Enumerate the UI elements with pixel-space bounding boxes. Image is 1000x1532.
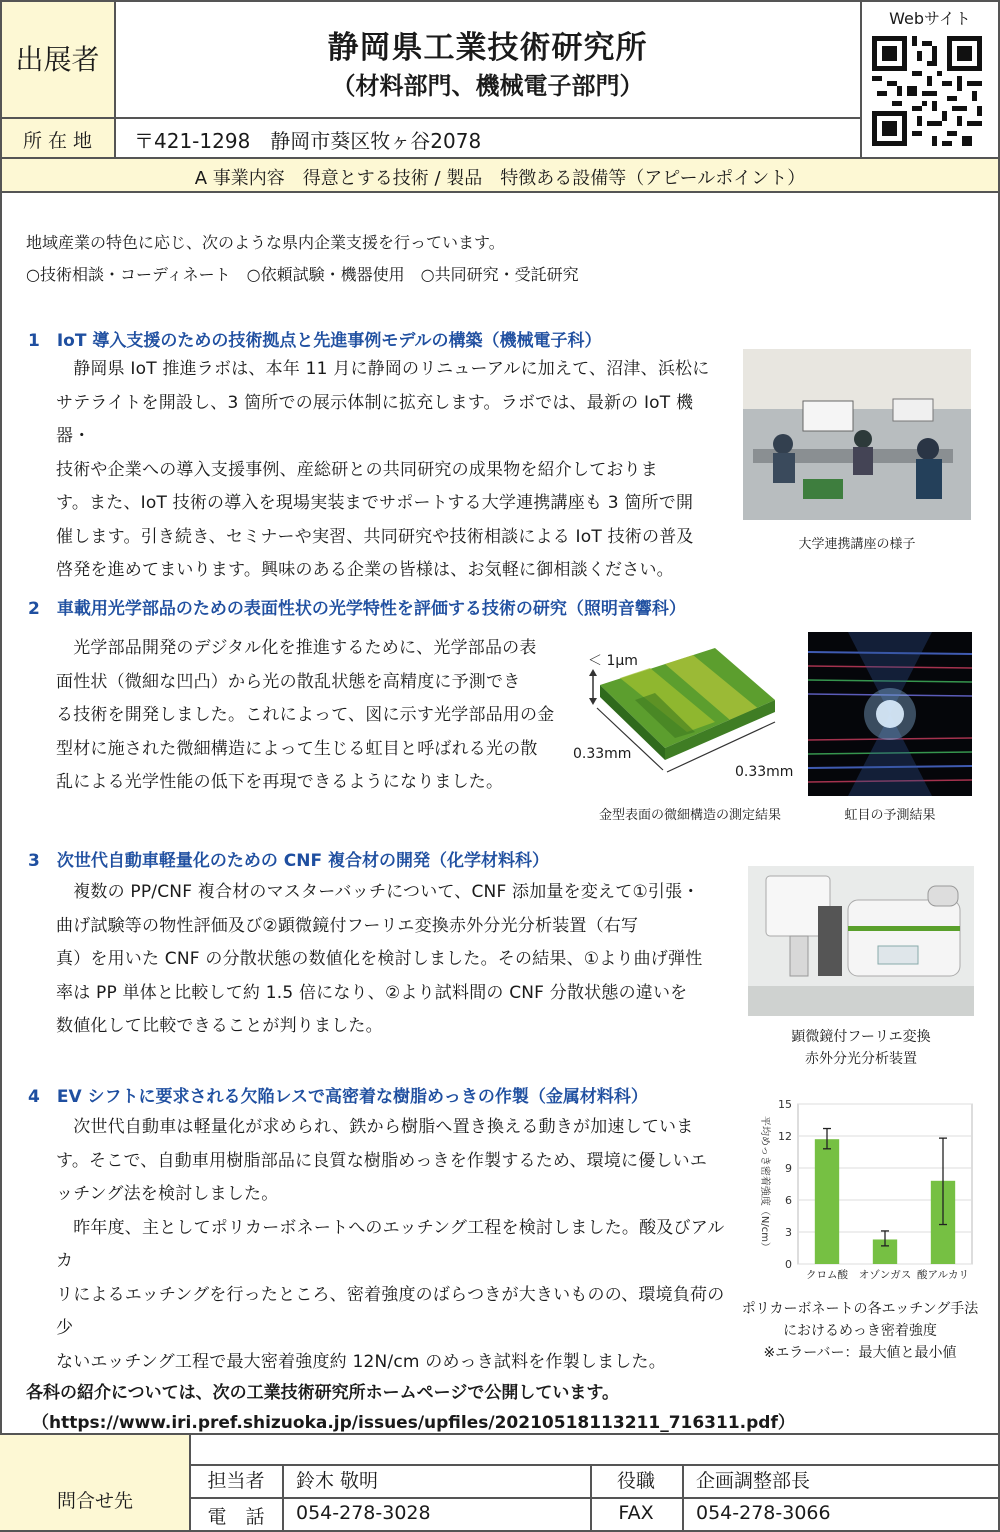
y-tick-label: 0	[785, 1258, 792, 1271]
fax-label: FAX	[618, 1502, 654, 1524]
s1-line: 啓発を進めてまいります。興味のある企業の皆様は、お気軽に御相談ください。	[56, 560, 674, 580]
rainbow-prediction-image	[808, 632, 972, 796]
section-4-body	[56, 1111, 726, 1379]
y-tick-label: 3	[785, 1226, 792, 1239]
exhibitor-label: 出展者	[15, 43, 100, 76]
ftir-caption-1: 顕微鏡付フーリエ変換	[791, 1029, 931, 1045]
section-3-title: 3 次世代自動車軽量化のための CNF 複合材の開発（化学材料科）	[28, 851, 549, 871]
s3-line: 真）を用いた CNF の分散状態の数値化を検討しました。その結果、①より曲げ弾性	[56, 949, 703, 969]
s4-line: す。そこで、自動車用樹脂部品に良質な樹脂めっきを作製するため、環境に優しいエ	[56, 1150, 708, 1171]
y-tick-label: 15	[778, 1098, 792, 1111]
x-tick-label: オゾンガス	[858, 1269, 912, 1281]
s2-line: 乱による光学性能の低下を再現できるようになりました。	[56, 772, 504, 792]
section-2-body	[56, 632, 576, 800]
s4-line: 次世代自動車は軽量化が求められ、鉄から樹脂へ置き換える動きが加速していま	[56, 1117, 694, 1137]
s2-line: 面性状（微細な凹凸）から光の散乱状態を高精度に予測でき	[56, 671, 521, 692]
s3-line: 複数の PP/CNF 複合材のマスターバッチについて、CNF 添加量を変えて①引張・	[56, 882, 700, 902]
s4-line: ッチング法を検討しました。	[56, 1184, 279, 1204]
footer-note-link[interactable]: （https://www.iri.pref.shizuoka.jp/issues/upfiles/20210518113211_716311.pdf）	[32, 1413, 795, 1433]
s1-line: す。また、IoT 技術の導入を現場実装までサポートする大学連携講座も 3 箇所で開	[56, 493, 694, 513]
y-tick-label: 12	[778, 1130, 792, 1143]
section-4-title: 4 EV シフトに要求される欠陥レスで高密着な樹脂めっきの作製（金属材料科）	[28, 1087, 648, 1107]
ftir-microscope-photo	[748, 866, 974, 1016]
s2-line: る技術を開発しました。これによって、図に示す光学部品用の金	[56, 705, 555, 725]
y-tick-label: 9	[785, 1162, 792, 1175]
fax-number: 054-278-3066	[696, 1502, 831, 1524]
phone-number[interactable]: 054-278-3028	[296, 1502, 431, 1524]
s3-line: 率は PP 単体と比較して約 1.5 倍になり、②より試料間の CNF 分散状態の違いを	[56, 982, 688, 1003]
position-label: 役職	[616, 1470, 655, 1492]
adhesion-strength-chart	[740, 1092, 980, 1290]
web-label: Webサイト	[889, 9, 971, 28]
ftir-caption-2: 赤外分光分析装置	[805, 1051, 917, 1067]
contact-label: 問合せ先	[56, 1490, 133, 1512]
chart-caption-1: ポリカーボネートの各エッチング手法	[741, 1301, 979, 1317]
rainbow-caption: 虹目の予測結果	[844, 808, 936, 823]
chart-caption-3: ※エラーバー：最大値と最小値	[763, 1345, 957, 1361]
person-name: 鈴木 敬明	[296, 1470, 379, 1492]
contact-label-cell	[0, 1434, 190, 1532]
x-tick-label: クロム酸	[806, 1269, 848, 1281]
s1-line: サテライトを開設し、3 箇所での展示体制に拡充します。ラボでは、最新の IoT 機器・	[56, 392, 694, 446]
s2-line: 型材に施された微細構造によって生じる虹目と呼ばれる光の散	[56, 738, 538, 759]
person-label: 担当者	[207, 1470, 265, 1492]
s1-line: 静岡県 IoT 推進ラボは、本年 11 月に静岡のリニューアルに加えて、沼津、浜松に	[56, 359, 710, 379]
intro-line-2: ○技術相談・コーディネート ○依頼試験・機器使用 ○共同研究・受託研究	[26, 265, 579, 284]
chart-caption-2: におけるめっき密着強度	[783, 1323, 937, 1339]
s3-line: 曲げ試験等の物性評価及び②顕微鏡付フーリエ変換赤外分光分析装置（右写	[56, 915, 639, 936]
s4-line: ないエッチング工程で最大密着強度約 12N/cm のめっき試料を作製しました。	[56, 1351, 666, 1372]
address-label: 所 在 地	[22, 130, 93, 152]
s4-line: リによるエッチングを行ったところ、密着強度のばらつきが大きいものの、環境負荷の少	[56, 1284, 725, 1338]
phone-label: 電 話	[207, 1506, 265, 1528]
address: 〒421-1298 静岡市葵区牧ヶ谷2078	[134, 129, 482, 153]
section-a-title: A 事業内容 得意とする技術 / 製品 特徴ある設備等（アピールポイント）	[194, 168, 806, 189]
y-axis-label: 平均めっき密着強度（N/cm）	[759, 1116, 770, 1252]
position-value: 企画調整部長	[696, 1470, 811, 1492]
org-subtitle: （材料部門、機械電子部門）	[331, 72, 644, 100]
intro-line-1: 地域産業の特色に応じ、次のような県内企業支援を行っています。	[26, 233, 505, 252]
s3-line: 数値化して比較できることが判りました。	[56, 1016, 383, 1036]
surface-caption: 金型表面の微細構造の測定結果	[598, 808, 781, 823]
s4-line: 昨年度、主としてポリカーボネートへのエッチング工程を検討しました。酸及びアルカ	[56, 1217, 725, 1271]
bar	[815, 1139, 839, 1264]
org-name: 静岡県工業技術研究所	[327, 30, 648, 66]
section-1-title: 1 IoT 導入支援のための技術拠点と先進事例モデルの構築（機械電子科）	[28, 331, 602, 351]
dim-left-label: 0.33mm	[573, 746, 632, 762]
dim-height-label: ＜ 1μm	[588, 653, 638, 669]
s2-line: 光学部品開発のデジタル化を推進するために、光学部品の表	[56, 638, 537, 658]
dim-right-label: 0.33mm	[735, 764, 794, 780]
x-tick-label: 酸アルカリ	[916, 1269, 970, 1281]
s1-line: 催します。引き続き、セミナーや実習、共同研究や技術相談による IoT 技術の普及	[56, 526, 694, 547]
lab-photo	[743, 349, 971, 520]
section-3-body	[56, 876, 726, 1044]
section-2-title: 2 車載用光学部品のための表面性状の光学特性を評価する技術の研究（照明音響科）	[28, 599, 686, 619]
footer-note-line-1: 各科の紹介については、次の工業技術研究所ホームページで公開しています。	[26, 1383, 619, 1403]
lab-photo-caption: 大学連携講座の様子	[798, 537, 916, 552]
qr-code-icon[interactable]	[872, 36, 982, 146]
y-tick-label: 6	[785, 1194, 792, 1207]
s1-line: 技術や企業への導入支援事例、産総研との共同研究の成果物を紹介しておりま	[56, 459, 658, 480]
section-1-body	[56, 353, 726, 588]
